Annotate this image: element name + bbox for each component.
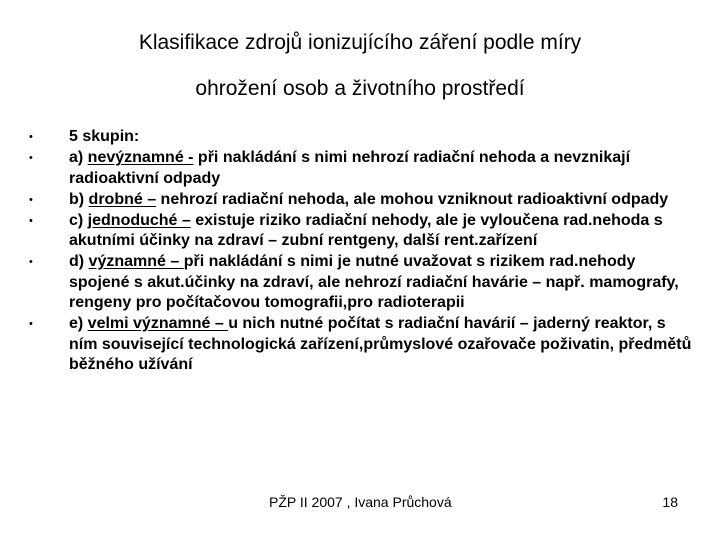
bullet-prefix: b) [69,190,89,208]
bullet-dot-icon: • [29,193,33,206]
page-number: 18 [662,494,678,510]
bullet-list [0,127,720,376]
bullet-dot-icon: • [29,214,33,227]
bullet-term: drobné – [88,190,157,208]
bullet-text: 5 skupin: [69,128,140,145]
bullet-item-intro [0,127,720,148]
bullet-dot-icon: • [29,152,33,164]
bullet-term: velmi významné – [87,315,229,332]
bullet-term: nevýznamné - [87,149,194,166]
slide-title-line-1: Klasifikace zdrojů ionizujícího záření podle míry [138,31,582,54]
bullet-prefix: a) [69,149,88,166]
bullet-text: u nich nutné počítat s radiační havárií – jaderný reaktor, s ním související technologická zařízení,průmyslové ozařovače poživatin, předmětů běžného užívání [69,315,692,373]
bullet-text: existuje riziko radiační nehody, ale je vyloučena rad.nehoda s akutními účinky na zdraví – zubní rentgeny, další rent.zařízení [69,211,663,249]
bullet-dot-icon: • [29,318,33,330]
bullet-text: při nakládání s nimi je nutné uvažovat s rizikem rad.nehody spojené s akut.účinky na zdraví, ale nehrozí radiační havárie – např. mamografy, rengeny pro počítačovou tomografii,pro radioterapii [69,253,679,311]
bullet-term: jednoduché – [87,211,191,229]
bullet-item-e [0,314,720,376]
bullet-prefix: c) [69,211,88,229]
bullet-dot-icon: • [29,256,33,268]
footer-author: PŽP II 2007 , Ivana Průchová [269,494,452,510]
bullet-item-c [0,211,720,252]
bullet-item-a [0,148,720,189]
bullet-text: nehrozí radiační nehoda, ale mohou vzniknout radioaktivní odpady [156,190,669,208]
bullet-item-b [0,190,720,211]
bullet-dot-icon: • [29,131,33,143]
bullet-prefix: e) [69,315,88,332]
slide-title-line-2: ohrožení osob a životního prostředí [195,77,525,100]
bullet-text: při nakládání s nimi nehrozí radiační nehoda a nevznikají radioaktivní odpady [69,149,631,187]
bullet-item-d [0,252,720,314]
bullet-prefix: d) [69,253,89,270]
bullet-term: významné – [88,253,184,270]
